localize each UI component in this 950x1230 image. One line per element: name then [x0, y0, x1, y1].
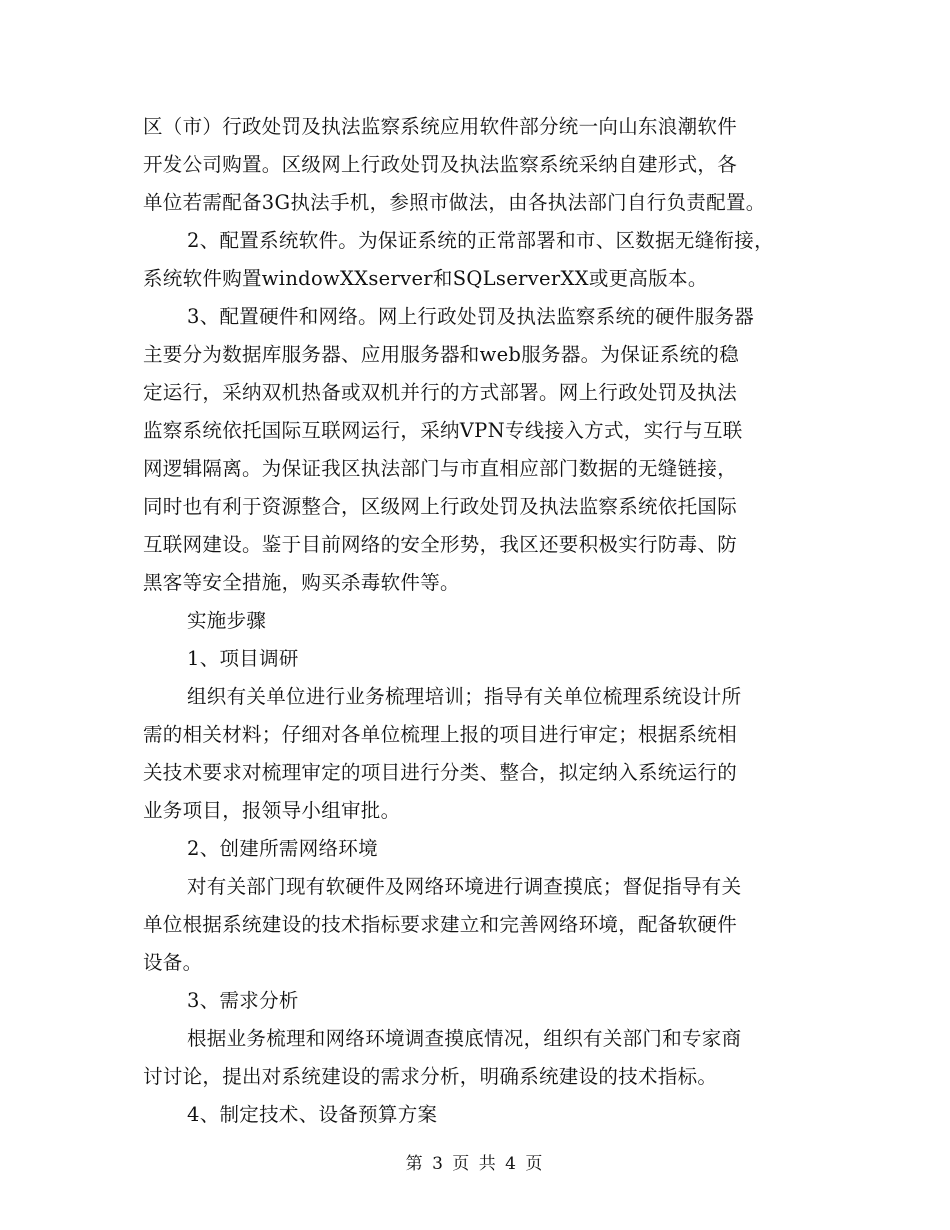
paragraph-start-line: 对有关部门现有软硬件及网络环境进行调查摸底；督促指导有关 — [187, 875, 742, 898]
paragraph-start-line: 根据业务梳理和网络环境调查摸底情况，组织有关部门和专家商 — [187, 1027, 742, 1050]
body-line: 讨讨论，提出对系统建设的需求分析，明确系统建设的技术指标。 — [143, 1065, 718, 1088]
body-line: 开发公司购置。区级网上行政处罚及执法监察系统采纳自建形式，各 — [143, 153, 738, 176]
body-line: 业务项目，报领导小组审批。 — [143, 799, 401, 822]
body-line: 需的相关材料；仔细对各单位梳理上报的项目进行审定；根据系统相 — [143, 723, 738, 746]
body-line: 黑客等安全措施，购买杀毒软件等。 — [143, 571, 460, 594]
body-line: 监察系统依托国际互联网运行，采纳VPN专线接入方式，实行与互联 — [143, 419, 743, 442]
body-line: 关技术要求对梳理审定的项目进行分类、整合，拟定纳入系统运行的 — [143, 761, 738, 784]
paragraph-start-line: 组织有关单位进行业务梳理培训；指导有关单位梳理系统设计所 — [187, 685, 742, 708]
body-line: 单位根据系统建设的技术指标要求建立和完善网络环境，配备软硬件 — [143, 913, 738, 936]
subsection-heading: 4、制定技术、设备预算方案 — [187, 1103, 438, 1126]
body-line: 互联网建设。鉴于目前网络的安全形势，我区还要积极实行防毒、防 — [143, 533, 738, 556]
subsection-heading: 2、创建所需网络环境 — [187, 837, 378, 860]
body-line: 主要分为数据库服务器、应用服务器和web服务器。为保证系统的稳 — [143, 343, 740, 366]
body-line: 单位若需配备3G执法手机，参照市做法，由各执法部门自行负责配置。 — [143, 191, 766, 214]
body-line: 网逻辑隔离。为保证我区执法部门与市直相应部门数据的无缝链接， — [143, 457, 738, 480]
body-line: 定运行，采纳双机热备或双机并行的方式部署。网上行政处罚及执法 — [143, 381, 738, 404]
page-number-footer: 第 3 页 共 4 页 — [405, 1154, 545, 1174]
paragraph-start-line: 3、配置硬件和网络。网上行政处罚及执法监察系统的硬件服务器 — [187, 305, 755, 328]
body-line: 区（市）行政处罚及执法监察系统应用软件部分统一向山东浪潮软件 — [143, 115, 738, 138]
subsection-heading: 1、项目调研 — [187, 647, 299, 670]
subsection-heading: 3、需求分析 — [187, 989, 299, 1012]
section-heading: 实施步骤 — [187, 609, 267, 632]
body-line: 同时也有利于资源整合，区级网上行政处罚及执法监察系统依托国际 — [143, 495, 738, 518]
body-line: 设备。 — [143, 951, 203, 974]
paragraph-start-line: 2、配置系统软件。为保证系统的正常部署和市、区数据无缝衔接， — [187, 229, 774, 252]
body-line: 系统软件购置windowXXserver和SQLserverXX或更高版本。 — [143, 267, 708, 290]
document-body — [143, 108, 823, 1134]
